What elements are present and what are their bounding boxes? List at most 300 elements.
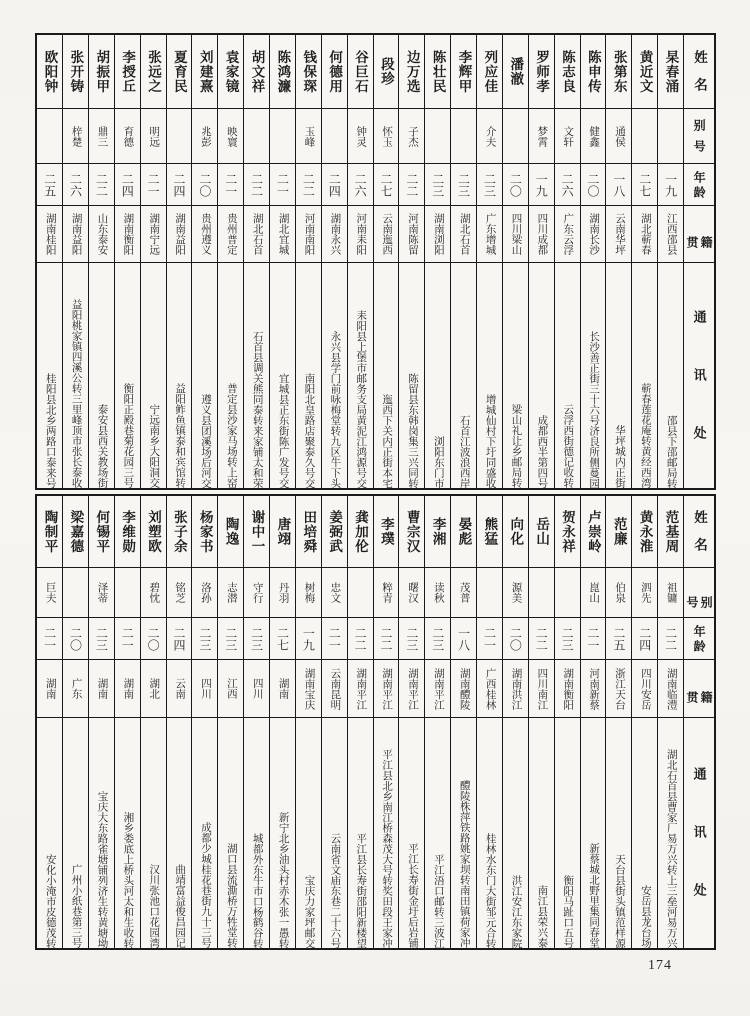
person-origin: 云南昆明 <box>322 660 347 718</box>
person-address: 安化小淹市皮德茂转 <box>44 853 56 948</box>
person-name: 李辉甲 <box>451 35 476 109</box>
person-age: 一八 <box>606 164 631 206</box>
person-address: 平江县长寿街邵阳新楼望 <box>355 832 367 948</box>
person-origin: 湖北石首 <box>451 206 476 263</box>
person-address: 成都少城桂花巷街九十三号 <box>200 822 211 948</box>
person-origin: 云南 <box>167 660 192 718</box>
person-age: 二四 <box>632 618 657 660</box>
person-alias: 文轩 <box>555 109 580 164</box>
person-address: 新蔡城北野里集同春堂 <box>588 843 600 948</box>
person-age: 二六 <box>555 164 580 206</box>
person-name: 向化 <box>503 496 528 568</box>
person-origin: 湖南平江 <box>374 660 399 718</box>
person-address: 安岳县龙台场 <box>639 885 651 948</box>
person-address: 宝庆力家坪邮交 <box>303 874 315 948</box>
person-entry <box>398 496 424 948</box>
person-name: 袁家镜 <box>218 35 243 109</box>
person-alias: 泽蒂 <box>89 568 114 618</box>
person-age: 二一 <box>477 618 502 660</box>
person-entry <box>269 35 295 488</box>
person-age: 二二 <box>244 164 269 206</box>
person-address: 南江县荣兴泰 <box>536 885 548 948</box>
person-age: 二一 <box>581 618 606 660</box>
person-origin: 河南陈留 <box>399 206 424 263</box>
person-name: 陈壮民 <box>425 35 450 109</box>
person-address: 衡阳正殿巷菊花园三号 <box>122 383 134 488</box>
person-name: 田培舜 <box>296 496 321 568</box>
person-entry <box>217 496 243 948</box>
person-alias: 粹青 <box>374 568 399 618</box>
person-entry <box>373 35 399 488</box>
header-origin: 籍贯 <box>684 206 714 263</box>
person-name: 熊猛 <box>477 496 502 568</box>
person-name: 梁嘉德 <box>63 496 88 568</box>
person-alias: 伯泉 <box>606 568 631 618</box>
person-address: 长沙善正街三十六号济良所侧蔓园 <box>588 330 600 488</box>
person-origin: 湖南 <box>37 660 62 718</box>
person-name: 夏育民 <box>167 35 192 109</box>
person-origin: 湖南临澧 <box>658 660 683 718</box>
person-age: 二一 <box>322 618 347 660</box>
person-address: 增城仙村下圩同盛收 <box>484 393 496 488</box>
person-alias <box>425 109 450 164</box>
person-name: 边万选 <box>399 35 424 109</box>
person-address: 醴陵株萍铁路姚家坝转南田镇荷家冲 <box>458 780 470 948</box>
person-entry <box>347 496 373 948</box>
person-name: 杨家书 <box>192 496 217 568</box>
person-alias: 祖镛 <box>658 568 683 618</box>
person-alias: 读秋 <box>425 568 450 618</box>
person-age: 二二 <box>658 618 683 660</box>
person-entry <box>373 496 399 948</box>
person-origin: 山东泰安 <box>89 206 114 263</box>
person-alias <box>115 568 140 618</box>
person-entry <box>502 35 528 488</box>
person-age: 二二 <box>348 618 373 660</box>
person-origin: 贵州遵义 <box>192 206 217 263</box>
person-address: 石首县调关熊同泰转来家铺太和荣 <box>251 330 263 488</box>
person-address: 迤西下关内正街本宅 <box>381 393 393 488</box>
person-entry <box>321 496 347 948</box>
person-entry <box>114 496 140 948</box>
person-origin: 四川安岳 <box>632 660 657 718</box>
person-origin: 湖南醴陵 <box>451 660 476 718</box>
person-alias: 子杰 <box>399 109 424 164</box>
person-origin: 河南南阳 <box>296 206 321 263</box>
person-entry <box>62 496 88 948</box>
person-alias: 介夫 <box>477 109 502 164</box>
person-age: 二四 <box>115 164 140 206</box>
person-entry <box>62 35 88 488</box>
person-alias <box>270 109 295 164</box>
person-age: 二一 <box>141 164 166 206</box>
person-name: 曹宗汉 <box>399 496 424 568</box>
person-origin: 云南迤西 <box>374 206 399 263</box>
person-age: 二三 <box>218 618 243 660</box>
person-name: 陈申传 <box>581 35 606 109</box>
person-entry <box>321 35 347 488</box>
person-address: 邵县下邵邮局转 <box>665 414 677 488</box>
directory-table-top <box>35 33 716 490</box>
person-name: 段珍 <box>374 35 399 109</box>
person-name: 张开铸 <box>63 35 88 109</box>
person-entry <box>554 35 580 488</box>
person-alias: 巨夫 <box>37 568 62 618</box>
header-age: 年龄 <box>684 618 714 660</box>
person-origin: 湖南平江 <box>399 660 424 718</box>
person-address: 永兴县学门前咏梅堂转九区牛下头 <box>329 330 341 488</box>
person-address: 石首江波浪西岸 <box>458 414 470 488</box>
person-alias: 梓楚 <box>63 109 88 164</box>
person-origin: 湖南宁远 <box>141 206 166 263</box>
person-entry <box>657 35 683 488</box>
person-address: 衡阳马趾口五号 <box>562 874 574 948</box>
person-alias: 健鑫 <box>581 109 606 164</box>
person-entry <box>243 35 269 488</box>
person-origin: 湖南洪江 <box>503 660 528 718</box>
person-entry <box>605 496 631 948</box>
header-name: 姓名 <box>684 35 714 109</box>
person-name: 范基周 <box>658 496 683 568</box>
person-age: 二二 <box>89 164 114 206</box>
person-entry <box>450 496 476 948</box>
person-age: 二〇 <box>192 164 217 206</box>
person-alias <box>63 568 88 618</box>
person-alias: 碧忱 <box>141 568 166 618</box>
person-address: 陈留县东韩岗集三兴同转 <box>407 372 418 488</box>
person-address: 云南省文庙东巷二十六号 <box>329 832 341 948</box>
header-name: 姓名 <box>684 496 714 568</box>
person-age: 一九 <box>658 164 683 206</box>
person-age: 二七 <box>632 164 657 206</box>
person-alias <box>529 568 554 618</box>
person-alias: 怀玉 <box>374 109 399 164</box>
person-age: 二三 <box>555 618 580 660</box>
person-entry <box>502 496 528 948</box>
person-entry <box>398 35 424 488</box>
person-entry <box>295 496 321 948</box>
person-alias <box>167 109 192 164</box>
person-entry <box>631 35 657 488</box>
person-origin: 广东云浮 <box>555 206 580 263</box>
person-name: 晏彪 <box>451 496 476 568</box>
person-origin: 广东 <box>63 660 88 718</box>
person-origin: 河南新蔡 <box>581 660 606 718</box>
person-age: 二〇 <box>581 164 606 206</box>
person-alias <box>632 109 657 164</box>
person-origin: 湖南益阳 <box>63 206 88 263</box>
person-address: 蕲春莲花庵转黄经西湾 <box>639 383 651 488</box>
person-name: 黄近文 <box>632 35 657 109</box>
person-name: 潘澈 <box>503 35 528 109</box>
person-entry <box>631 496 657 948</box>
person-entry <box>657 496 683 948</box>
person-origin: 湖南衡阳 <box>115 206 140 263</box>
person-age: 二七 <box>374 164 399 206</box>
person-name: 胡文祥 <box>244 35 269 109</box>
person-address: 华坪城内正街 <box>614 425 625 488</box>
person-age: 二二 <box>296 164 321 206</box>
person-address: 城都外东牛市口杨鹤谷转 <box>251 832 263 948</box>
person-origin: 贵州普定 <box>218 206 243 263</box>
person-entry <box>140 35 166 488</box>
person-age: 二〇 <box>141 618 166 660</box>
header-address: 通讯处 <box>691 767 707 941</box>
person-name: 唐翊 <box>270 496 295 568</box>
person-name: 卢崇岭 <box>581 496 606 568</box>
person-name: 张远之 <box>141 35 166 109</box>
person-address: 宝庆大东路雀塘铺列济生转黄塘坳 <box>96 790 108 948</box>
person-address: 广州小纸巷第三号 <box>70 864 82 948</box>
person-entry <box>528 35 554 488</box>
header-column <box>683 35 714 488</box>
person-origin: 河南耒阳 <box>348 206 373 263</box>
header-alias: 别号 <box>684 109 714 164</box>
person-alias: 钟灵 <box>348 109 373 164</box>
person-name: 李璞 <box>374 496 399 568</box>
person-entry <box>191 35 217 488</box>
person-age: 二四 <box>167 618 192 660</box>
person-alias: 梦霄 <box>529 109 554 164</box>
person-name: 贺永祥 <box>555 496 580 568</box>
person-age: 二五 <box>37 164 62 206</box>
person-alias: 崑山 <box>581 568 606 618</box>
person-alias <box>658 109 683 164</box>
person-entry <box>37 35 62 488</box>
person-origin: 四川 <box>192 660 217 718</box>
person-origin: 湖北 <box>141 660 166 718</box>
person-age: 二三 <box>425 618 450 660</box>
person-origin: 湖南桂阳 <box>37 206 62 263</box>
person-alias <box>244 109 269 164</box>
person-alias: 明远 <box>141 109 166 164</box>
person-entry <box>424 35 450 488</box>
person-address: 洪江安江东家院 <box>510 874 522 948</box>
person-address: 平江长寿街金圩后岩铺 <box>407 843 418 948</box>
person-age: 二四 <box>167 164 192 206</box>
person-address: 新宁北乡油头村赤木张一愚转 <box>277 811 289 948</box>
person-entry <box>476 496 502 948</box>
person-entry <box>347 35 373 488</box>
person-entry <box>580 35 606 488</box>
person-name: 范廉 <box>606 496 631 568</box>
person-origin: 四川成都 <box>529 206 554 263</box>
person-address: 曲靖富益俊昌园记 <box>174 864 186 948</box>
person-origin: 湖南平江 <box>425 660 450 718</box>
person-entry <box>295 35 321 488</box>
person-age: 二三 <box>192 618 217 660</box>
person-age: 二一 <box>115 618 140 660</box>
person-age: 二三 <box>451 164 476 206</box>
person-entry <box>528 496 554 948</box>
person-alias: 洛孙 <box>192 568 217 618</box>
person-address: 天台县街头镇范样源 <box>614 853 625 948</box>
person-address: 普定县沙家马场转上窑 <box>225 383 237 488</box>
person-origin: 广东增城 <box>477 206 502 263</box>
person-address: 云浮西街德记收转 <box>562 404 574 488</box>
person-origin: 湖北宜城 <box>270 206 295 263</box>
person-origin: 四川 <box>244 660 269 718</box>
person-address: 桂阳县北乡两路口泰来号 <box>44 372 56 488</box>
person-origin: 湖南平江 <box>348 660 373 718</box>
person-address: 南阳北皇路店聚泰久号交 <box>303 372 315 488</box>
person-address: 宜城县正东街陈广发号交 <box>277 372 289 488</box>
person-alias: 铭芝 <box>167 568 192 618</box>
person-alias: 泗先 <box>632 568 657 618</box>
person-age: 二三 <box>425 164 450 206</box>
person-name: 杲春涌 <box>658 35 683 109</box>
person-age: 二四 <box>322 164 347 206</box>
person-address: 益阳鲊鱼镇泰和宾馆转 <box>174 383 186 488</box>
person-address: 益阳桃家镇四溪公转三里峰顶市张长泰收 <box>70 299 82 488</box>
person-age: 二一 <box>218 164 243 206</box>
person-name: 钱保琛 <box>296 35 321 109</box>
directory-table-bottom <box>35 494 716 950</box>
person-name: 陈志良 <box>555 35 580 109</box>
person-age: 二〇 <box>503 164 528 206</box>
person-entry <box>269 496 295 948</box>
person-address: 湘乡娄底上桥头河太和生收转 <box>122 811 134 948</box>
person-address: 泰安县西关教场街 <box>96 404 108 488</box>
person-alias: 树梅 <box>296 568 321 618</box>
person-origin: 湖南益阳 <box>167 206 192 263</box>
person-age: 二一 <box>270 164 295 206</box>
person-name: 何德用 <box>322 35 347 109</box>
person-alias <box>451 109 476 164</box>
person-origin: 湖南衡阳 <box>555 660 580 718</box>
person-entry <box>217 35 243 488</box>
person-address: 成都西半第四号 <box>536 414 548 488</box>
person-origin: 湖北石首 <box>244 206 269 263</box>
person-name: 何锡平 <box>89 496 114 568</box>
person-age: 二三 <box>399 618 424 660</box>
person-age: 二三 <box>244 618 269 660</box>
person-age: 二二 <box>399 164 424 206</box>
person-alias: 茂普 <box>451 568 476 618</box>
person-origin: 湖南 <box>89 660 114 718</box>
person-origin: 湖北蕲春 <box>632 206 657 263</box>
page-number: 174 <box>648 958 672 973</box>
person-alias <box>322 109 347 164</box>
person-name: 谷巨石 <box>348 35 373 109</box>
person-entry <box>476 35 502 488</box>
person-alias: 鼎三 <box>89 109 114 164</box>
person-age: 二五 <box>606 618 631 660</box>
person-address: 桂林水东门大街邹元合转 <box>484 832 496 948</box>
person-name: 李授丘 <box>115 35 140 109</box>
person-alias: 玉峰 <box>296 109 321 164</box>
person-entry <box>88 496 114 948</box>
person-age: 二〇 <box>503 618 528 660</box>
person-entry <box>140 496 166 948</box>
person-address: 平江浯口邮转三波江 <box>432 853 444 948</box>
person-origin: 湖南永兴 <box>322 206 347 263</box>
person-origin: 浙江天台 <box>606 660 631 718</box>
person-alias: 曙汉 <box>399 568 424 618</box>
person-address: 平江县北乡南江桥森茂大号转奖田段王家冲 <box>381 748 393 948</box>
person-age: 一八 <box>451 618 476 660</box>
person-alias: 守行 <box>244 568 269 618</box>
person-address: 浏阳东门市 <box>432 435 444 488</box>
person-entry <box>166 35 192 488</box>
person-name: 陈鸿濂 <box>270 35 295 109</box>
person-age: 二六 <box>63 164 88 206</box>
person-origin: 湖南浏阳 <box>425 206 450 263</box>
person-origin: 湖南宝庆 <box>296 660 321 718</box>
person-alias: 育德 <box>115 109 140 164</box>
person-alias <box>348 568 373 618</box>
person-alias: 志潜 <box>218 568 243 618</box>
person-alias: 兆彭 <box>192 109 217 164</box>
person-name: 谢中一 <box>244 496 269 568</box>
person-entry <box>243 496 269 948</box>
person-origin: 湖南长沙 <box>581 206 606 263</box>
person-name: 张子余 <box>167 496 192 568</box>
person-entry <box>191 496 217 948</box>
person-address: 汉川张池口花园湾 <box>148 864 160 948</box>
person-age: 二二 <box>529 618 554 660</box>
person-alias <box>37 109 62 164</box>
person-alias <box>555 568 580 618</box>
person-address: 宁远南乡大阳洞交 <box>148 404 160 488</box>
person-entry <box>580 496 606 948</box>
person-alias: 忠文 <box>322 568 347 618</box>
person-entry <box>605 35 631 488</box>
person-origin: 云南华坪 <box>606 206 631 263</box>
person-address: 梁山礼让乡邮局转 <box>510 404 522 488</box>
person-name: 张第东 <box>606 35 631 109</box>
person-alias: 源美 <box>503 568 528 618</box>
person-age: 二三 <box>477 164 502 206</box>
person-age: 一九 <box>296 618 321 660</box>
person-age: 二二 <box>374 618 399 660</box>
person-address: 湖口县流澌桥万牲堂转 <box>225 843 237 948</box>
person-alias: 映寰 <box>218 109 243 164</box>
person-origin: 湖南 <box>115 660 140 718</box>
person-alias: 丹羽 <box>270 568 295 618</box>
person-age: 二三 <box>89 618 114 660</box>
person-origin: 湖南 <box>270 660 295 718</box>
person-origin: 广西桂林 <box>477 660 502 718</box>
person-name: 陶逸 <box>218 496 243 568</box>
person-address: 湖北石首县曹家厂易万兴转上三垒河易万兴 <box>665 748 677 948</box>
person-age: 二六 <box>348 164 373 206</box>
person-name: 罗师孝 <box>529 35 554 109</box>
person-age: 二〇 <box>63 618 88 660</box>
person-origin: 四川梁山 <box>503 206 528 263</box>
person-alias <box>503 109 528 164</box>
person-name: 陶制平 <box>37 496 62 568</box>
person-origin: 江西邵县 <box>658 206 683 263</box>
person-name: 李湘 <box>425 496 450 568</box>
header-origin: 籍贯 <box>684 660 714 718</box>
header-address: 通讯处 <box>691 309 707 484</box>
person-entry <box>114 35 140 488</box>
person-entry <box>88 35 114 488</box>
person-name: 欧阳钟 <box>37 35 62 109</box>
header-alias: 别号 <box>684 568 714 618</box>
person-name: 龚加伦 <box>348 496 373 568</box>
person-name: 李维勋 <box>115 496 140 568</box>
person-origin: 江西 <box>218 660 243 718</box>
person-name: 胡振甲 <box>89 35 114 109</box>
person-name: 刘塑欧 <box>141 496 166 568</box>
person-name: 刘建熹 <box>192 35 217 109</box>
person-name: 姜弼武 <box>322 496 347 568</box>
person-entry <box>166 496 192 948</box>
header-column <box>683 496 714 948</box>
person-address: 耒阳县上堡市邮务支局黄泥江鸿源号交 <box>355 309 367 488</box>
